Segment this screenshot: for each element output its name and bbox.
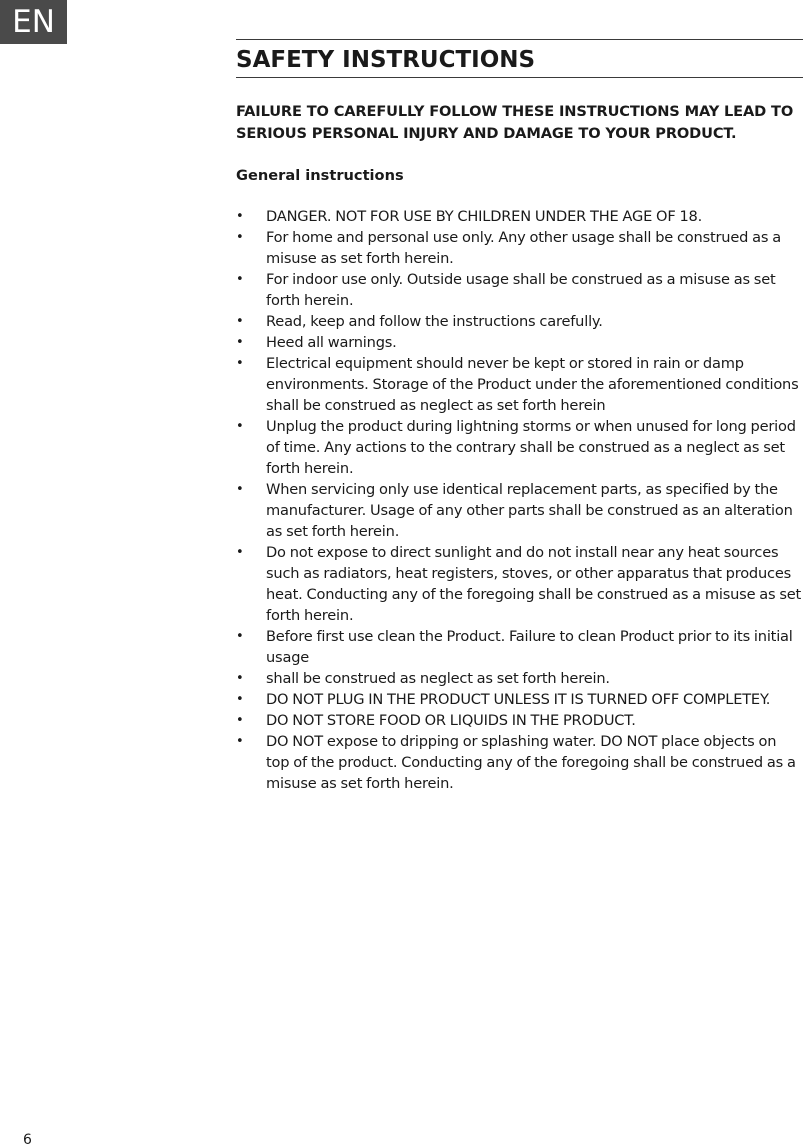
list-item-text: Before first use clean the Product. Failure to clean Product prior to its initial usage xyxy=(266,628,793,666)
list-item xyxy=(236,332,803,353)
list-item xyxy=(236,227,803,269)
list-item xyxy=(236,710,803,731)
list-item-text: DO NOT expose to dripping or splashing water. DO NOT place objects on top of the product. Conducting any of the foregoing shall be construed as a misuse as set forth herein. xyxy=(266,733,796,792)
bullet-icon: • xyxy=(236,419,244,434)
list-item xyxy=(236,206,803,227)
list-item-text: For home and personal use only. Any other usage shall be construed as a misuse as set forth herein. xyxy=(266,229,781,267)
list-item xyxy=(236,626,803,668)
bullet-icon: • xyxy=(236,734,244,749)
bullet-icon: • xyxy=(236,335,244,350)
list-item xyxy=(236,269,803,311)
bullet-icon: • xyxy=(236,692,244,707)
bullet-icon: • xyxy=(236,230,244,245)
bullet-icon: • xyxy=(236,545,244,560)
page-number: 6 xyxy=(23,1132,32,1148)
list-item xyxy=(236,668,803,689)
list-item-text: DANGER. NOT FOR USE BY CHILDREN UNDER THE AGE OF 18. xyxy=(266,208,703,225)
warning-statement: FAILURE TO CAREFULLY FOLLOW THESE INSTRUCTIONS MAY LEAD TO SERIOUS PERSONAL INJURY AND DAMAGE TO YOUR PRODUCT. xyxy=(236,103,794,142)
list-item xyxy=(236,311,803,332)
list-item xyxy=(236,731,803,794)
list-item xyxy=(236,479,803,542)
bullet-icon: • xyxy=(236,482,244,497)
title-top-divider xyxy=(236,39,803,40)
list-item xyxy=(236,353,803,416)
section-title: SAFETY INSTRUCTIONS xyxy=(236,47,536,73)
bullet-icon: • xyxy=(236,209,244,224)
list-item-text: For indoor use only. Outside usage shall be construed as a misuse as set forth herein. xyxy=(266,271,776,309)
bullet-icon: • xyxy=(236,629,244,644)
bullet-icon: • xyxy=(236,671,244,686)
list-item-text: Electrical equipment should never be kept or stored in rain or damp environments. Storage of the Product under the aforementioned conditions shall be construed as neglect as set forth herein xyxy=(266,355,799,414)
bullet-icon: • xyxy=(236,272,244,287)
bullet-icon: • xyxy=(236,356,244,371)
list-item-text: Heed all warnings. xyxy=(266,334,397,351)
bullet-icon: • xyxy=(236,314,244,329)
list-item-text: shall be construed as neglect as set forth herein. xyxy=(266,670,610,687)
list-item xyxy=(236,689,803,710)
list-item xyxy=(236,542,803,626)
list-item-text: Read, keep and follow the instructions carefully. xyxy=(266,313,603,330)
bullet-icon: • xyxy=(236,713,244,728)
list-item-text: DO NOT PLUG IN THE PRODUCT UNLESS IT IS TURNED OFF COMPLETEY. xyxy=(266,691,771,708)
list-item-text: Unplug the product during lightning storms or when unused for long period of time. Any actions to the contrary shall be construed as a neglect as set forth herein. xyxy=(266,418,796,477)
language-badge: EN xyxy=(0,0,67,44)
title-bottom-divider xyxy=(236,77,803,78)
list-item-text: DO NOT STORE FOOD OR LIQUIDS IN THE PRODUCT. xyxy=(266,712,636,729)
list-item-text: When servicing only use identical replacement parts, as specified by the manufacturer. Usage of any other parts shall be construed as an alteration as set forth herein. xyxy=(266,481,793,540)
instructions-list xyxy=(236,206,803,794)
general-instructions-heading: General instructions xyxy=(236,167,404,184)
list-item xyxy=(236,416,803,479)
list-item-text: Do not expose to direct sunlight and do not install near any heat sources such as radiators, heat registers, stoves, or other apparatus that produces heat. Conducting any of the foregoing shall be construed as a misuse as set forth herein. xyxy=(266,544,802,624)
